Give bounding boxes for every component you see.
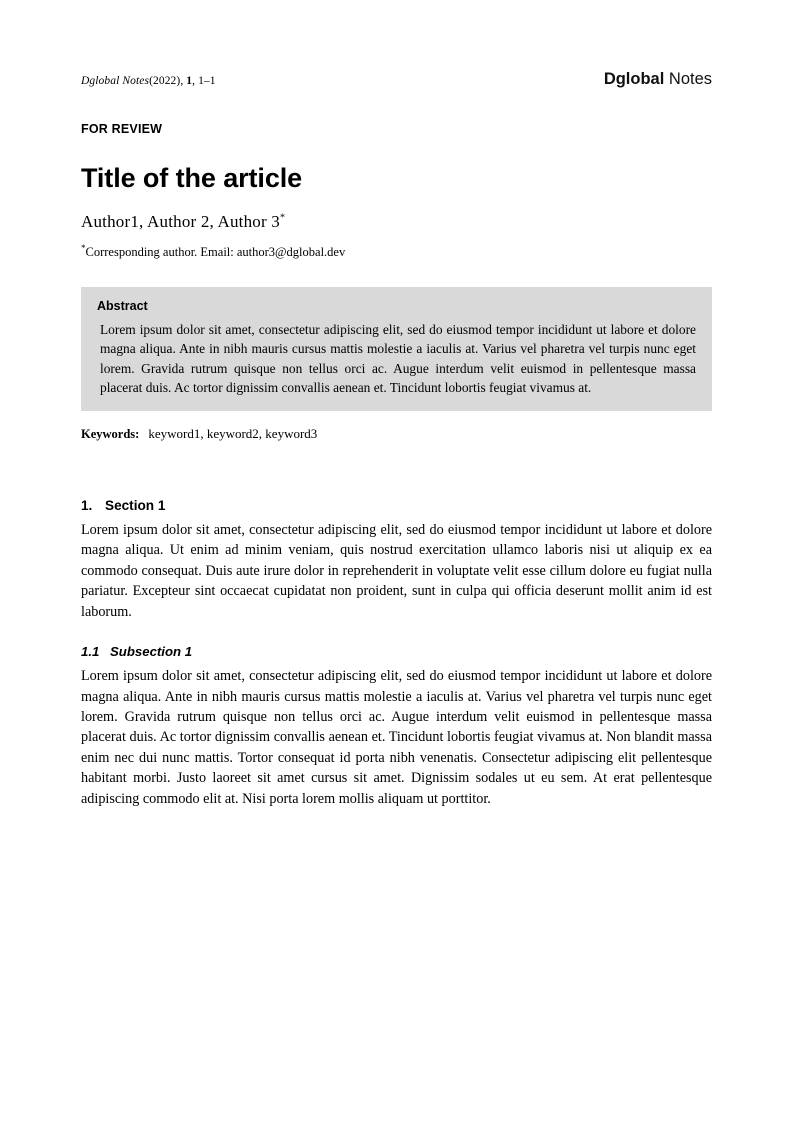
section-1 [81, 498, 712, 809]
running-head-volume: 1 [186, 75, 193, 87]
journal-logo-brand: Dglobal [603, 70, 665, 88]
page-title: Title of the article [81, 163, 303, 193]
section-1-title: Section 1 [105, 497, 166, 513]
running-head [81, 70, 712, 92]
running-head-journal: Dglobal Notes [81, 75, 150, 87]
abstract-box [81, 287, 712, 411]
subsection-1-1-paragraph: Lorem ipsum dolor sit amet, consectetur adipiscing elit, sed do eiusmod tempor incididunt ut labore et dolore magna aliqua. Ante in nibh mauris cursus mattis molestie a iaculis at. Varius vel pharetra vel turpis nunc eget lorem. Gravida rutrum quisque non tellus orci ac. Augue interdum velit euismod in pellentesque massa placerat duis. Ac tortor dignissim convallis aenean et. Tincidunt lobortis feugiat vivamus at. Non blandit massa enim nec dui nunc mattis. Tortor consequat id porta nibh venenatis. Consectetur adipiscing elit pellentesque habitant morbi. Justo laoreet sit amet cursus sit amet. Dignissim sodales ut eu sem. At erat pellentesque adipiscing commodo elit at. Nisi porta lorem mollis aliquam ut porttitor. [81, 668, 712, 807]
keywords-values: keyword1, keyword2, keyword3 [148, 425, 318, 441]
section-1-heading [81, 498, 712, 513]
keywords-label: Keywords: [81, 426, 140, 441]
subsection-1-1-title: Subsection 1 [110, 644, 193, 660]
running-head-year: (2022), [149, 75, 187, 87]
section-1-paragraph: Lorem ipsum dolor sit amet, consectetur adipiscing elit, sed do eiusmod tempor incididunt ut labore et dolore magna aliqua. Ut enim ad minim veniam, quis nostrud exercitation ullamco laboris nisi ut aliquip ex ea commodo consequat. Duis aute irure dolor in reprehenderit in voluptate velit esse cillum dolore eu fugiat nulla pariatur. Excepteur sint occaecat cupidatat non proident, sunt in culpa qui officia deserunt mollit anim id est laborum. [81, 521, 712, 620]
journal-logo-suffix: Notes [664, 70, 712, 88]
author-names: Author1, Author 2, Author 3 [81, 212, 281, 232]
corresponding-author-marker: * [280, 212, 286, 224]
subsection-1-1-heading [81, 644, 712, 659]
running-head-citation [81, 75, 216, 87]
corresponding-author-note [81, 243, 712, 260]
corresponding-note-text: Corresponding author. Email: author3@dglobal.dev [85, 245, 346, 260]
author-list [81, 212, 712, 232]
subsection-1-1 [81, 644, 712, 809]
journal-logo [604, 70, 712, 89]
abstract-text: Lorem ipsum dolor sit amet, consectetur adipiscing elit, sed do eiusmod tempor incididunt ut labore et dolore magna aliqua. Ante in nibh mauris cursus mattis molestie a iaculis at. Varius vel pharetra vel turpis nunc eget lorem. Gravida rutrum quisque non tellus orci ac. Augue interdum velit euismod in pellentesque massa placerat duis. Ac tortor dignissim convallis aenean et. Tincidunt lobortis feugiat vivamus at. [100, 322, 696, 395]
running-head-pages: , 1–1 [192, 75, 216, 87]
keywords [81, 426, 712, 442]
abstract-heading: Abstract [97, 299, 148, 314]
section-1-number: 1. [81, 497, 93, 513]
article-content [81, 70, 712, 823]
review-status-label: FOR REVIEW [81, 122, 163, 136]
subsection-1-1-number: 1.1 [81, 644, 100, 660]
corresponding-note-marker: * [81, 243, 86, 254]
